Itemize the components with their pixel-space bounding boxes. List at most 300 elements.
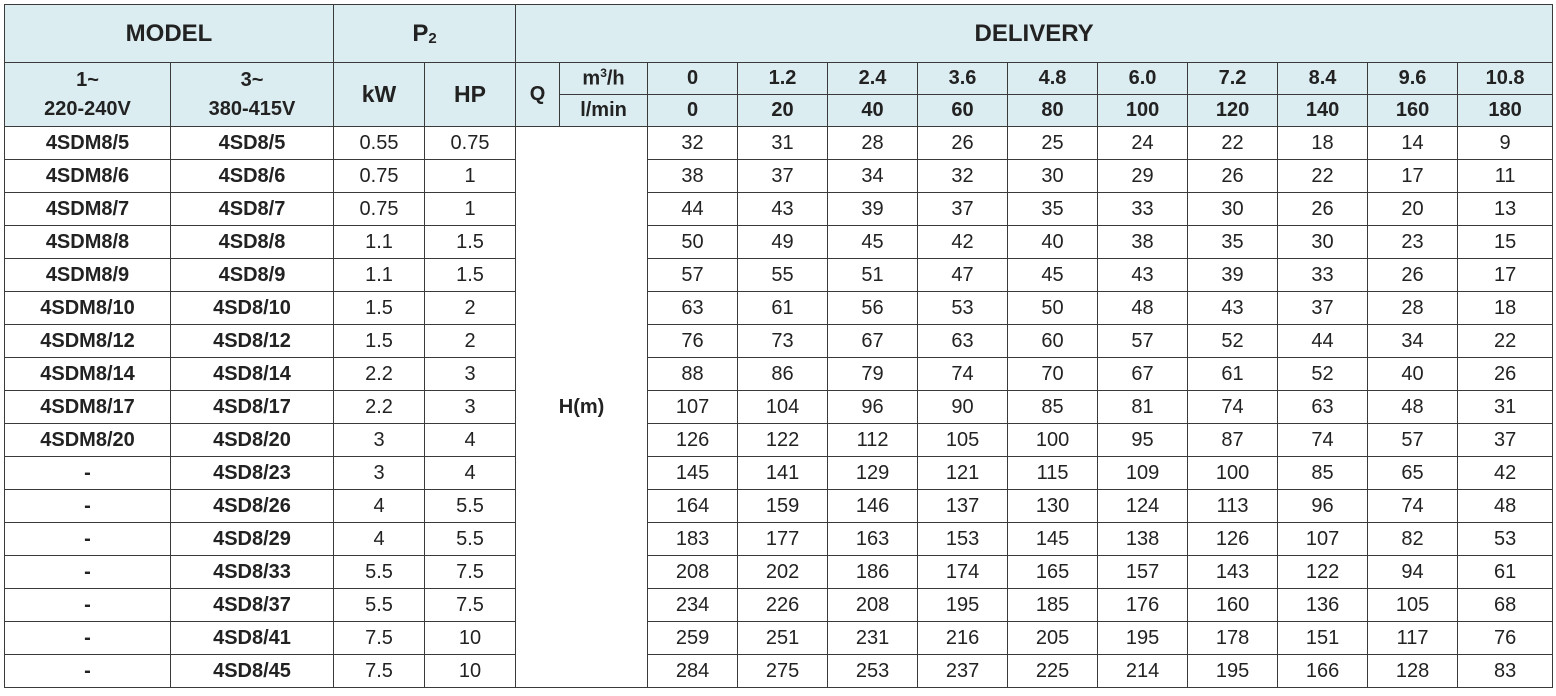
head-value-cell: 33 [1098,193,1188,226]
head-value-cell: 157 [1098,556,1188,589]
head-value-cell: 50 [648,226,738,259]
kw-cell: 3 [334,457,425,490]
head-value-cell: 43 [1098,259,1188,292]
header-row-1 [5,5,1553,63]
head-value-cell: 96 [1278,490,1368,523]
head-value-cell: 128 [1368,655,1458,688]
head-value-cell: 138 [1098,523,1188,556]
q-header: Q [516,63,560,127]
head-value-cell: 39 [828,193,918,226]
flow-lmin-value: 100 [1098,95,1188,127]
head-value-cell: 208 [828,589,918,622]
head-value-cell: 107 [1278,523,1368,556]
head-value-cell: 50 [1008,292,1098,325]
head-value-cell: 44 [648,193,738,226]
head-value-cell: 61 [1458,556,1553,589]
hp-cell: 7.5 [425,556,516,589]
head-value-cell: 56 [828,292,918,325]
kw-cell: 0.75 [334,160,425,193]
head-value-cell: 126 [648,424,738,457]
three-phase-model-cell: 4SD8/33 [171,556,334,589]
head-value-cell: 44 [1278,325,1368,358]
head-value-cell: 47 [918,259,1008,292]
single-phase-model-cell: - [5,523,171,556]
head-value-cell: 83 [1458,655,1553,688]
delivery-header: DELIVERY [516,5,1553,63]
head-value-cell: 117 [1368,622,1458,655]
head-value-cell: 22 [1188,127,1278,160]
head-value-cell: 79 [828,358,918,391]
unit-lmin: l/min [560,95,648,127]
kw-cell: 4 [334,523,425,556]
head-value-cell: 153 [918,523,1008,556]
head-value-cell: 34 [1368,325,1458,358]
kw-cell: 7.5 [334,622,425,655]
head-value-cell: 37 [738,160,828,193]
three-phase-model-cell: 4SD8/29 [171,523,334,556]
head-value-cell: 185 [1008,589,1098,622]
head-value-cell: 26 [1458,358,1553,391]
single-phase-model-cell: 4SDM8/6 [5,160,171,193]
three-phase-model-cell: 4SD8/12 [171,325,334,358]
single-phase-model-cell: 4SDM8/14 [5,358,171,391]
head-value-cell: 53 [1458,523,1553,556]
head-value-cell: 51 [828,259,918,292]
kw-cell: 2.2 [334,358,425,391]
head-value-cell: 39 [1188,259,1278,292]
hp-cell: 1.5 [425,259,516,292]
flow-m3h-value: 7.2 [1188,63,1278,95]
head-value-cell: 15 [1458,226,1553,259]
head-value-cell: 38 [648,160,738,193]
head-value-cell: 231 [828,622,918,655]
table-row [5,127,1553,160]
hp-header: HP [425,63,516,127]
hp-cell: 3 [425,358,516,391]
single-phase-symbol: 1~ [76,68,99,91]
flow-m3h-value: 0 [648,63,738,95]
three-phase-model-cell: 4SD8/7 [171,193,334,226]
table-row [5,622,1553,655]
p2-header [334,5,516,63]
three-phase-model-cell: 4SD8/41 [171,622,334,655]
head-value-cell: 112 [828,424,918,457]
hp-cell: 1.5 [425,226,516,259]
flow-lmin-value: 140 [1278,95,1368,127]
three-phase-model-cell: 4SD8/45 [171,655,334,688]
p2-label: P [412,19,429,47]
three-phase-model-cell: 4SD8/9 [171,259,334,292]
three-phase-header [171,63,334,127]
single-phase-voltage: 220-240V [44,97,131,120]
single-phase-model-cell: 4SDM8/9 [5,259,171,292]
hp-cell: 3 [425,391,516,424]
head-value-cell: 43 [738,193,828,226]
kw-cell: 1.1 [334,259,425,292]
head-value-cell: 30 [1278,226,1368,259]
flow-lmin-value: 40 [828,95,918,127]
head-value-cell: 113 [1188,490,1278,523]
head-value-cell: 130 [1008,490,1098,523]
head-value-cell: 9 [1458,127,1553,160]
head-value-cell: 177 [738,523,828,556]
head-value-cell: 136 [1278,589,1368,622]
head-value-cell: 43 [1188,292,1278,325]
unit-m3h [560,63,648,95]
kw-cell: 3 [334,424,425,457]
head-value-cell: 67 [828,325,918,358]
head-value-cell: 53 [918,292,1008,325]
kw-cell: 0.75 [334,193,425,226]
hp-cell: 7.5 [425,589,516,622]
three-phase-model-cell: 4SD8/5 [171,127,334,160]
head-value-cell: 52 [1188,325,1278,358]
head-value-cell: 45 [1008,259,1098,292]
model-header: MODEL [5,5,334,63]
flow-lmin-value: 120 [1188,95,1278,127]
head-value-cell: 11 [1458,160,1553,193]
three-phase-model-cell: 4SD8/26 [171,490,334,523]
head-value-cell: 216 [918,622,1008,655]
head-value-cell: 73 [738,325,828,358]
head-value-cell: 195 [1188,655,1278,688]
head-value-cell: 122 [738,424,828,457]
head-value-cell: 32 [648,127,738,160]
hp-cell: 5.5 [425,523,516,556]
head-value-cell: 86 [738,358,828,391]
head-value-cell: 105 [1368,589,1458,622]
head-value-cell: 259 [648,622,738,655]
unit-m3h-superscript: 3 [600,66,607,81]
head-value-cell: 23 [1368,226,1458,259]
head-value-cell: 74 [918,358,1008,391]
head-value-cell: 67 [1098,358,1188,391]
head-value-cell: 26 [1368,259,1458,292]
head-value-cell: 90 [918,391,1008,424]
table-row [5,424,1553,457]
head-value-cell: 163 [828,523,918,556]
head-value-cell: 76 [1458,622,1553,655]
three-phase-model-cell: 4SD8/8 [171,226,334,259]
table-row [5,655,1553,688]
head-value-cell: 17 [1368,160,1458,193]
flow-lmin-value: 60 [918,95,1008,127]
head-value-cell: 202 [738,556,828,589]
head-value-cell: 145 [648,457,738,490]
head-value-cell: 40 [1008,226,1098,259]
head-value-cell: 65 [1368,457,1458,490]
hp-cell: 0.75 [425,127,516,160]
head-value-cell: 74 [1188,391,1278,424]
flow-lmin-value: 180 [1458,95,1553,127]
flow-m3h-value: 2.4 [828,63,918,95]
single-phase-model-cell: 4SDM8/7 [5,193,171,226]
head-label-cell: H(m) [516,127,648,688]
flow-m3h-value: 9.6 [1368,63,1458,95]
table-row [5,391,1553,424]
table-row [5,358,1553,391]
head-value-cell: 225 [1008,655,1098,688]
table-row [5,490,1553,523]
head-value-cell: 166 [1278,655,1368,688]
head-value-cell: 18 [1278,127,1368,160]
head-value-cell: 124 [1098,490,1188,523]
head-value-cell: 159 [738,490,828,523]
kw-cell: 1.1 [334,226,425,259]
head-value-cell: 40 [1368,358,1458,391]
table-row [5,556,1553,589]
head-value-cell: 74 [1368,490,1458,523]
head-value-cell: 96 [828,391,918,424]
head-value-cell: 74 [1278,424,1368,457]
head-value-cell: 57 [1098,325,1188,358]
table-row [5,523,1553,556]
head-value-cell: 42 [1458,457,1553,490]
flow-lmin-value: 80 [1008,95,1098,127]
head-value-cell: 14 [1368,127,1458,160]
head-value-cell: 82 [1368,523,1458,556]
head-value-cell: 109 [1098,457,1188,490]
head-value-cell: 122 [1278,556,1368,589]
head-value-cell: 284 [648,655,738,688]
head-value-cell: 37 [1278,292,1368,325]
table-row [5,325,1553,358]
three-phase-model-cell: 4SD8/37 [171,589,334,622]
head-value-cell: 226 [738,589,828,622]
kw-cell: 7.5 [334,655,425,688]
head-value-cell: 29 [1098,160,1188,193]
flow-lmin-value: 160 [1368,95,1458,127]
head-value-cell: 107 [648,391,738,424]
head-value-cell: 251 [738,622,828,655]
three-phase-model-cell: 4SD8/17 [171,391,334,424]
head-value-cell: 28 [1368,292,1458,325]
head-value-cell: 31 [1458,391,1553,424]
head-value-cell: 30 [1188,193,1278,226]
head-value-cell: 61 [1188,358,1278,391]
table-row [5,259,1553,292]
head-value-cell: 37 [918,193,1008,226]
head-value-cell: 195 [1098,622,1188,655]
head-value-cell: 143 [1188,556,1278,589]
head-value-cell: 146 [828,490,918,523]
head-value-cell: 28 [828,127,918,160]
table-row [5,589,1553,622]
table-row [5,226,1553,259]
head-value-cell: 60 [1008,325,1098,358]
head-value-cell: 30 [1008,160,1098,193]
unit-m3h-base: m [582,67,601,90]
head-value-cell: 49 [738,226,828,259]
head-value-cell: 68 [1458,589,1553,622]
head-value-cell: 37 [1458,424,1553,457]
head-value-cell: 35 [1008,193,1098,226]
three-phase-model-cell: 4SD8/23 [171,457,334,490]
three-phase-model-cell: 4SD8/10 [171,292,334,325]
head-value-cell: 237 [918,655,1008,688]
single-phase-model-cell: 4SDM8/10 [5,292,171,325]
three-phase-model-cell: 4SD8/14 [171,358,334,391]
kw-cell: 4 [334,490,425,523]
head-value-cell: 48 [1458,490,1553,523]
head-value-cell: 26 [1278,193,1368,226]
table-row [5,292,1553,325]
hp-cell: 4 [425,424,516,457]
three-phase-model-cell: 4SD8/6 [171,160,334,193]
three-phase-model-cell: 4SD8/20 [171,424,334,457]
p2-subscript: 2 [428,29,437,47]
flow-m3h-value: 10.8 [1458,63,1553,95]
pump-performance-table-wrapper [4,4,1553,688]
head-value-cell: 85 [1008,391,1098,424]
kw-cell: 1.5 [334,292,425,325]
head-value-cell: 275 [738,655,828,688]
head-value-cell: 35 [1188,226,1278,259]
head-value-cell: 208 [648,556,738,589]
head-value-cell: 63 [1278,391,1368,424]
single-phase-model-cell: 4SDM8/12 [5,325,171,358]
head-value-cell: 52 [1278,358,1368,391]
single-phase-model-cell: 4SDM8/20 [5,424,171,457]
head-value-cell: 48 [1098,292,1188,325]
head-value-cell: 95 [1098,424,1188,457]
head-value-cell: 31 [738,127,828,160]
flow-m3h-value: 1.2 [738,63,828,95]
table-row [5,457,1553,490]
head-value-cell: 38 [1098,226,1188,259]
head-value-cell: 57 [648,259,738,292]
head-value-cell: 88 [648,358,738,391]
flow-m3h-value: 4.8 [1008,63,1098,95]
flow-m3h-value: 6.0 [1098,63,1188,95]
kw-cell: 2.2 [334,391,425,424]
head-value-cell: 32 [918,160,1008,193]
head-value-cell: 57 [1368,424,1458,457]
three-phase-symbol: 3~ [240,68,264,91]
head-value-cell: 26 [1188,160,1278,193]
single-phase-model-cell: - [5,622,171,655]
kw-cell: 1.5 [334,325,425,358]
head-value-cell: 174 [918,556,1008,589]
table-row [5,193,1553,226]
head-value-cell: 115 [1008,457,1098,490]
head-value-cell: 17 [1458,259,1553,292]
single-phase-model-cell: - [5,490,171,523]
unit-m3h-tail: /h [606,67,625,90]
head-value-cell: 165 [1008,556,1098,589]
hp-cell: 10 [425,655,516,688]
head-value-cell: 137 [918,490,1008,523]
kw-cell: 0.55 [334,127,425,160]
hp-cell: 1 [425,160,516,193]
head-value-cell: 45 [828,226,918,259]
head-value-cell: 33 [1278,259,1368,292]
head-value-cell: 22 [1278,160,1368,193]
head-value-cell: 76 [648,325,738,358]
table-body [5,127,1553,688]
hp-cell: 2 [425,325,516,358]
head-value-cell: 121 [918,457,1008,490]
head-value-cell: 34 [828,160,918,193]
flow-m3h-value: 3.6 [918,63,1008,95]
head-value-cell: 13 [1458,193,1553,226]
head-value-cell: 234 [648,589,738,622]
kw-header: kW [334,63,425,127]
head-value-cell: 24 [1098,127,1188,160]
head-value-cell: 176 [1098,589,1188,622]
head-value-cell: 100 [1008,424,1098,457]
head-value-cell: 48 [1368,391,1458,424]
head-value-cell: 22 [1458,325,1553,358]
head-value-cell: 25 [1008,127,1098,160]
header-row-2 [5,63,1553,95]
single-phase-model-cell: 4SDM8/17 [5,391,171,424]
single-phase-model-cell: - [5,556,171,589]
head-value-cell: 61 [738,292,828,325]
head-value-cell: 63 [918,325,1008,358]
hp-cell: 2 [425,292,516,325]
flow-m3h-value: 8.4 [1278,63,1368,95]
head-value-cell: 214 [1098,655,1188,688]
single-phase-model-cell: - [5,655,171,688]
single-phase-model-cell: 4SDM8/5 [5,127,171,160]
head-value-cell: 164 [648,490,738,523]
head-value-cell: 145 [1008,523,1098,556]
head-value-cell: 42 [918,226,1008,259]
head-value-cell: 105 [918,424,1008,457]
head-value-cell: 126 [1188,523,1278,556]
head-value-cell: 20 [1368,193,1458,226]
head-value-cell: 205 [1008,622,1098,655]
head-value-cell: 26 [918,127,1008,160]
head-value-cell: 85 [1278,457,1368,490]
head-value-cell: 87 [1188,424,1278,457]
hp-cell: 5.5 [425,490,516,523]
three-phase-voltage: 380-415V [208,97,296,120]
head-value-cell: 186 [828,556,918,589]
head-value-cell: 18 [1458,292,1553,325]
head-value-cell: 178 [1188,622,1278,655]
hp-cell: 4 [425,457,516,490]
head-value-cell: 81 [1098,391,1188,424]
hp-cell: 10 [425,622,516,655]
single-phase-model-cell: - [5,589,171,622]
head-value-cell: 104 [738,391,828,424]
single-phase-model-cell: 4SDM8/8 [5,226,171,259]
head-value-cell: 151 [1278,622,1368,655]
head-value-cell: 70 [1008,358,1098,391]
pump-performance-table [4,4,1553,688]
head-value-cell: 195 [918,589,1008,622]
single-phase-header [5,63,171,127]
hp-cell: 1 [425,193,516,226]
head-value-cell: 141 [738,457,828,490]
flow-lmin-value: 0 [648,95,738,127]
kw-cell: 5.5 [334,556,425,589]
head-value-cell: 94 [1368,556,1458,589]
flow-lmin-value: 20 [738,95,828,127]
head-value-cell: 100 [1188,457,1278,490]
head-value-cell: 63 [648,292,738,325]
kw-cell: 5.5 [334,589,425,622]
head-value-cell: 160 [1188,589,1278,622]
head-value-cell: 183 [648,523,738,556]
single-phase-model-cell: - [5,457,171,490]
head-value-cell: 129 [828,457,918,490]
head-value-cell: 55 [738,259,828,292]
table-row [5,160,1553,193]
head-value-cell: 253 [828,655,918,688]
